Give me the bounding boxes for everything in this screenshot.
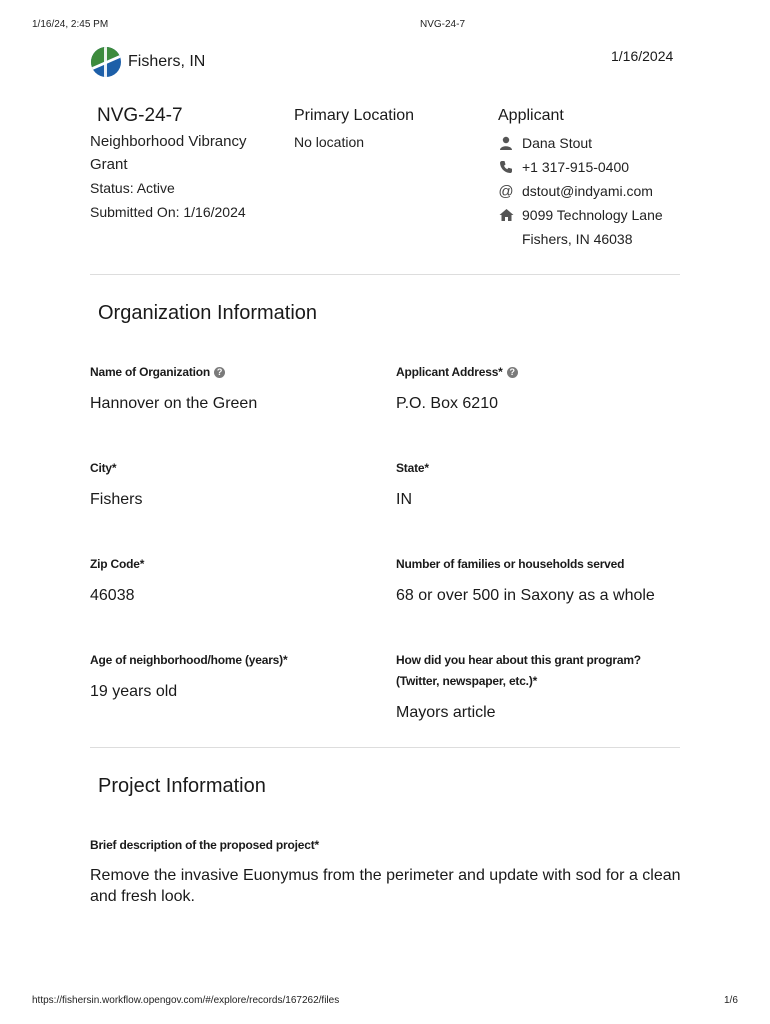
record-type-line1: Neighborhood Vibrancy xyxy=(90,133,247,150)
print-datetime: 1/16/24, 2:45 PM xyxy=(32,19,109,30)
applicant-address-label xyxy=(396,365,518,379)
applicant-name: Dana Stout xyxy=(522,135,593,151)
heard-label-line2: (Twitter, newspaper, etc.)* xyxy=(396,674,538,688)
help-icon[interactable]: ? xyxy=(507,367,518,378)
org-name-label xyxy=(90,365,225,379)
print-date: 1/16/2024 xyxy=(611,48,674,64)
applicant-address-value: P.O. Box 6210 xyxy=(396,395,498,412)
divider xyxy=(90,274,680,275)
description-value-line2: and fresh look. xyxy=(90,888,195,905)
applicant-address-row xyxy=(498,203,663,227)
org-name-label-text: Name of Organization xyxy=(90,365,211,379)
org-name-value: Hannover on the Green xyxy=(90,395,258,412)
page-number: 1/6 xyxy=(724,995,738,1006)
primary-location-value: No location xyxy=(294,134,365,150)
state-label: State* xyxy=(396,461,429,475)
divider xyxy=(90,747,680,748)
applicant-address-row-2 xyxy=(498,227,663,251)
help-icon[interactable]: ? xyxy=(214,367,225,378)
state-value: IN xyxy=(396,491,412,508)
age-label: Age of neighborhood/home (years)* xyxy=(90,653,288,667)
org-section-title: Organization Information xyxy=(98,302,318,324)
age-value: 19 years old xyxy=(90,683,178,700)
print-url: https://fishersin.workflow.opengov.com/#/explore/records/167262/files xyxy=(32,995,340,1006)
description-value-line1: Remove the invasive Euonymus from the perimeter and update with sod for a clean xyxy=(90,867,681,884)
applicant-phone-row xyxy=(498,155,663,179)
applicant-email-row xyxy=(498,179,663,203)
at-icon: @ xyxy=(498,182,514,200)
applicant-heading: Applicant xyxy=(498,107,564,124)
households-label: Number of families or households served xyxy=(396,557,625,571)
home-icon xyxy=(498,207,514,223)
applicant-phone: +1 317-915-0400 xyxy=(522,159,630,175)
applicant-name-row xyxy=(498,131,663,155)
households-value: 68 or over 500 in Saxony as a whole xyxy=(396,587,655,604)
person-icon xyxy=(498,135,514,151)
zip-label: Zip Code* xyxy=(90,557,145,571)
brand-name: Fishers, IN xyxy=(128,53,206,70)
description-label: Brief description of the proposed project* xyxy=(90,838,319,852)
print-title: NVG-24-7 xyxy=(420,19,466,30)
applicant-email: dstout@indyami.com xyxy=(522,183,653,199)
fishers-logo-icon xyxy=(90,46,122,78)
record-id: NVG-24-7 xyxy=(97,105,183,126)
applicant-address-line1: 9099 Technology Lane xyxy=(522,207,663,223)
record-type-line2: Grant xyxy=(90,156,128,173)
heard-value: Mayors article xyxy=(396,704,496,721)
zip-value: 46038 xyxy=(90,587,135,604)
applicant-address-label-text: Applicant Address* xyxy=(396,365,503,379)
phone-icon xyxy=(498,159,514,175)
record-status: Status: Active xyxy=(90,180,175,196)
applicant-details xyxy=(498,131,663,251)
primary-location-heading: Primary Location xyxy=(294,107,415,124)
record-submitted: Submitted On: 1/16/2024 xyxy=(90,204,246,220)
city-label: City* xyxy=(90,461,117,475)
spacer-icon xyxy=(498,231,514,247)
heard-label-line1: How did you hear about this grant program? xyxy=(396,653,641,667)
city-value: Fishers xyxy=(90,491,143,508)
project-section-title: Project Information xyxy=(98,775,266,797)
applicant-address-line2: Fishers, IN 46038 xyxy=(522,231,633,247)
